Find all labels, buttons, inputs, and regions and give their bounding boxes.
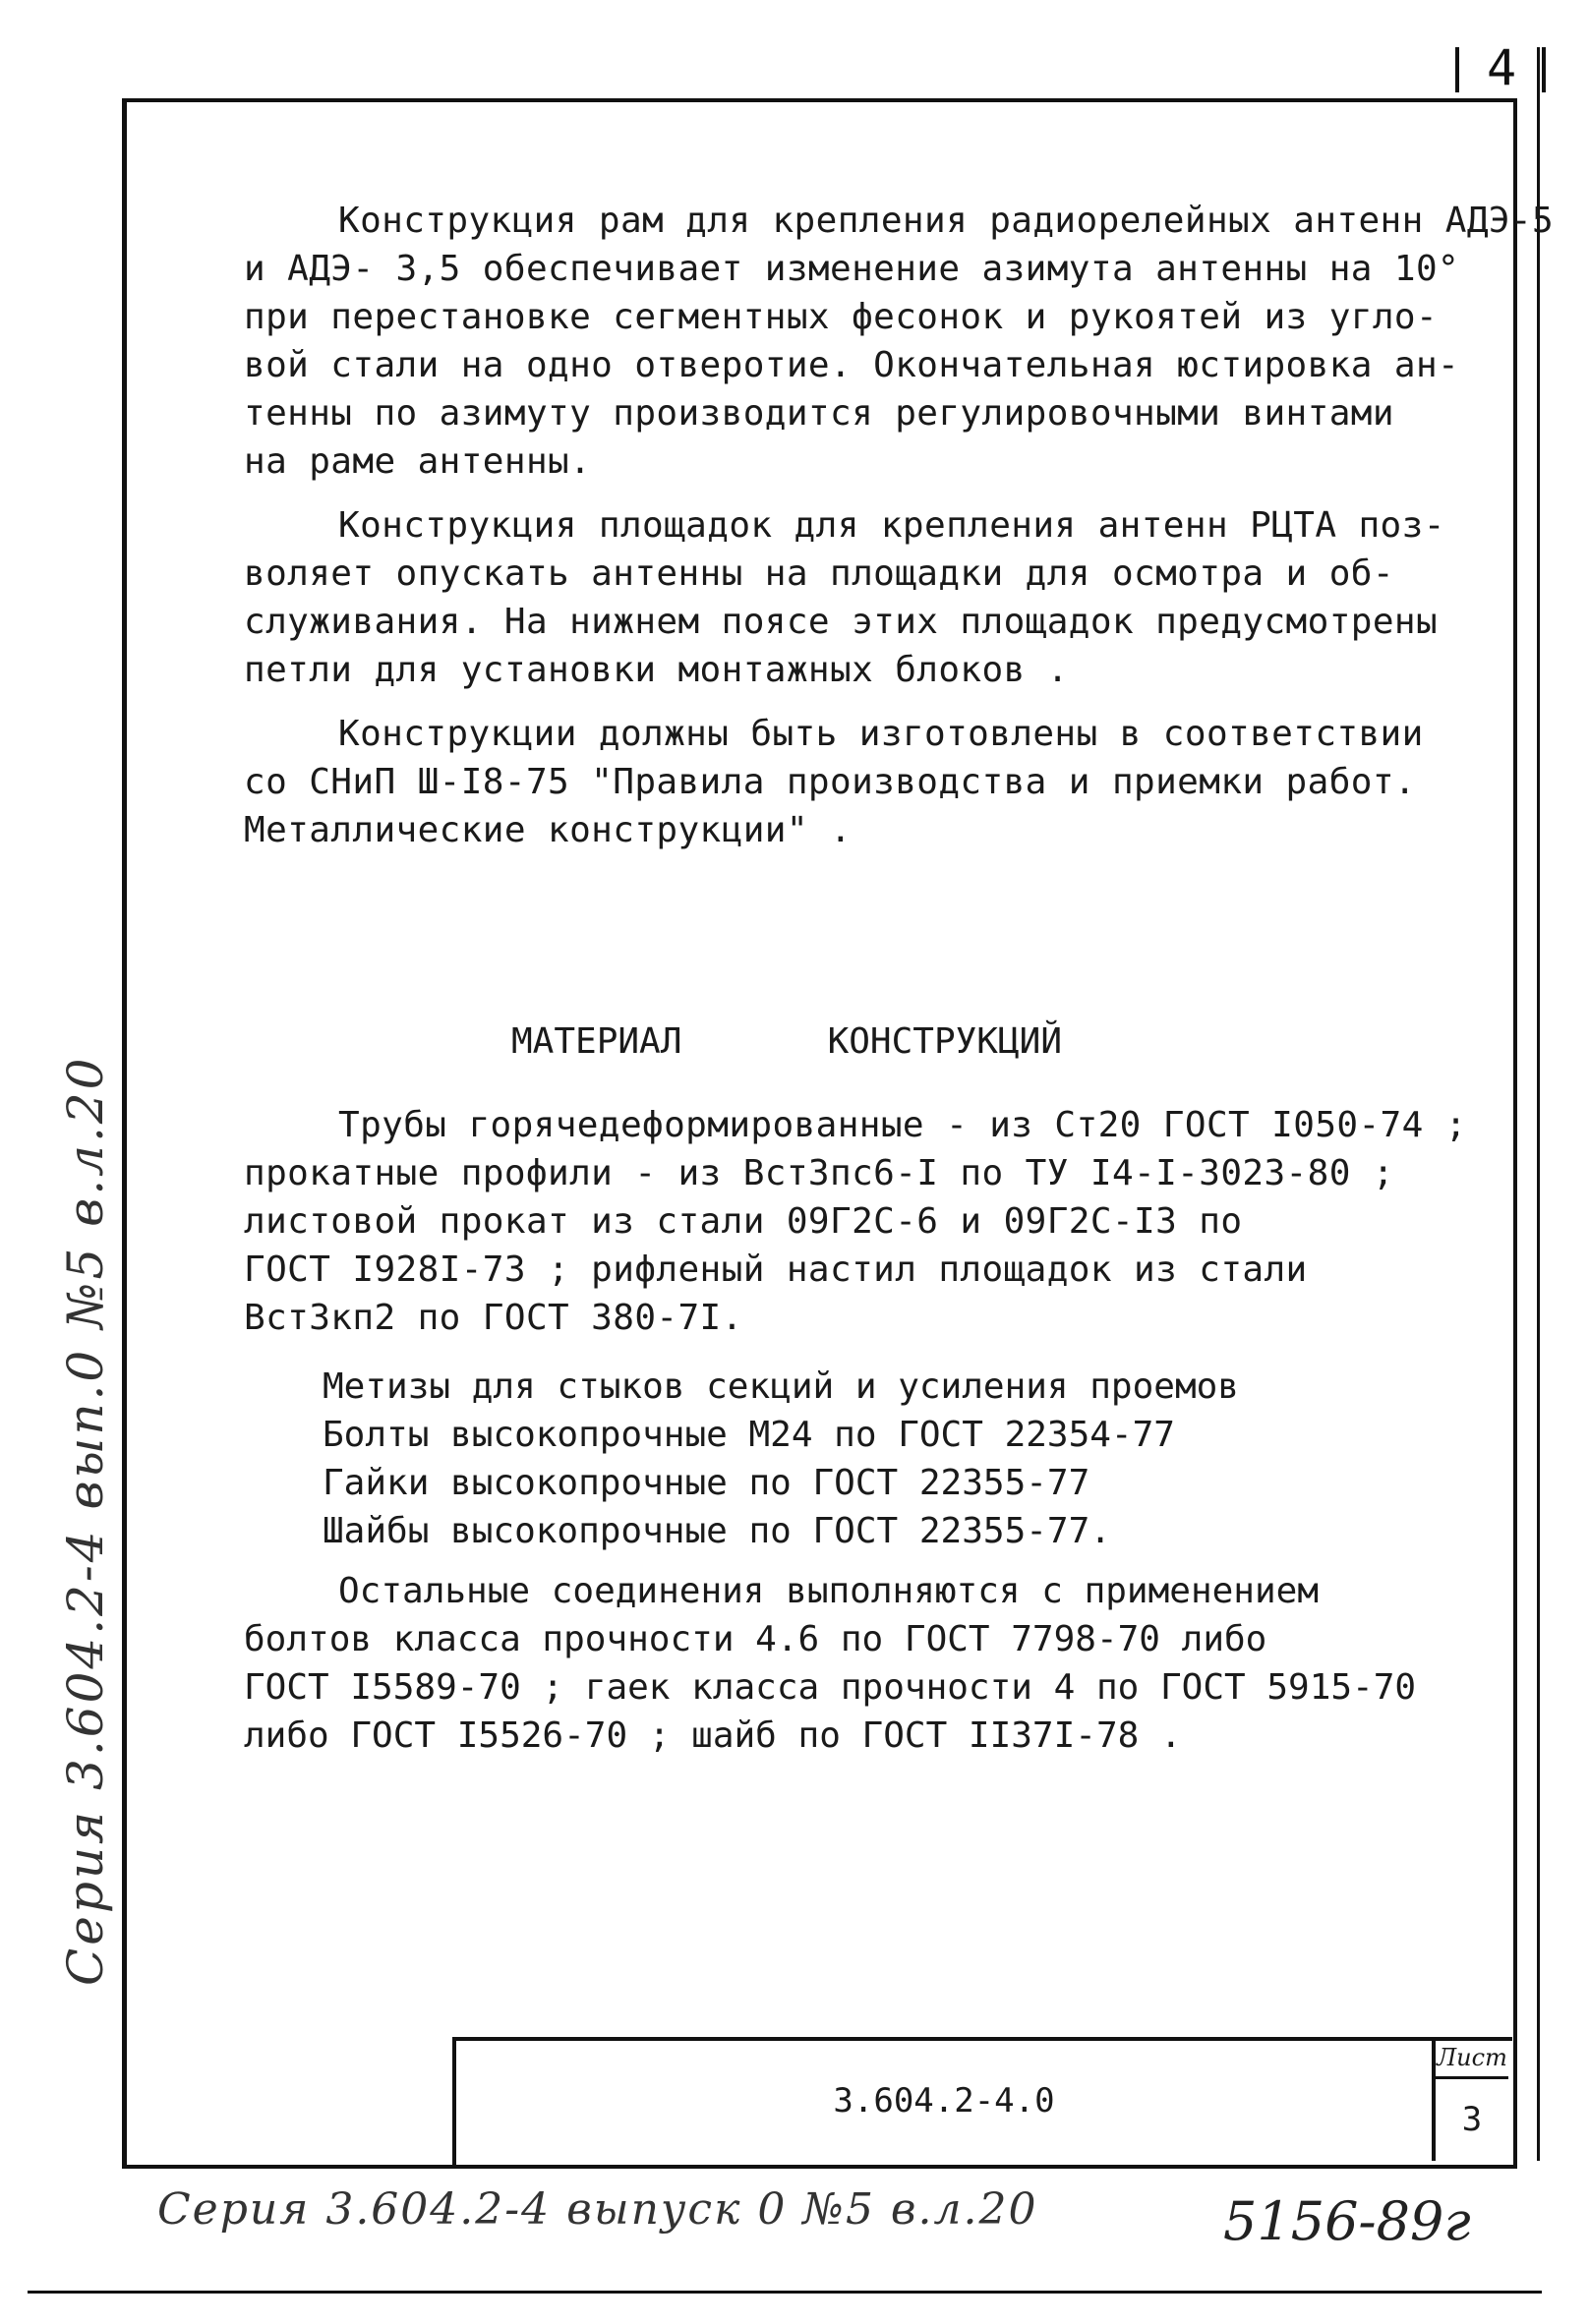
section-title-word: КОНСТРУКЦИЙ xyxy=(827,1021,1062,1062)
text-line: прокатные профили - из Вст3пс6-I по ТУ I4-I-3023-80 ; xyxy=(244,1153,1394,1193)
text-line: на раме антенны. xyxy=(244,441,592,482)
text-line: Гайки высокопрочные по ГОСТ 22355-77 xyxy=(323,1463,1090,1503)
text-line: Трубы горячедеформированные - из Ст20 ГОСТ I050-74 ; xyxy=(338,1105,1467,1145)
text-line: Остальные соединения выполняются с применением xyxy=(338,1571,1319,1611)
text-line: ГОСТ I5589-70 ; гаек класса прочности 4 по ГОСТ 5915-70 xyxy=(244,1667,1417,1708)
text-line: Конструкции должны быть изготовлены в соответствии xyxy=(338,714,1424,754)
page-number-divider-right xyxy=(1542,47,1546,92)
text-line: Шайбы высокопрочные по ГОСТ 22355-77. xyxy=(323,1511,1111,1551)
text-line: и АДЭ- 3,5 обеспечивает изменение азимута антенны на 10° xyxy=(244,249,1460,289)
document-code: 3.604.2-4.0 xyxy=(833,2081,1055,2121)
page-number: 4 xyxy=(1486,39,1517,96)
text-line: ГОСТ I928I-73 ; рифленый настил площадок из стали xyxy=(244,1249,1308,1290)
vertical-handwritten-stamp: Серия 3.604.2-4 вып.0 №5 в.л.20 xyxy=(57,1055,114,1986)
other-connections-text xyxy=(244,1567,1424,1760)
frame-outer-line xyxy=(1537,47,1540,2161)
text-line: вой стали на одно отверотие. Окончательная юстировка ан- xyxy=(244,345,1460,385)
paragraph-standards xyxy=(244,710,1493,854)
paragraph-platforms xyxy=(244,501,1493,694)
section-title-word: МАТЕРИАЛ xyxy=(511,1021,682,1062)
text-line: со СНиП Ш-I8-75 "Правила производства и приемки работ. xyxy=(244,762,1416,802)
bottom-rule xyxy=(28,2291,1542,2294)
title-block-sheet-divider xyxy=(1432,2076,1508,2079)
inventory-number: 5156-89г xyxy=(1223,2190,1471,2252)
materials-text xyxy=(244,1101,1493,1342)
bottom-handwritten-stamp: Серия 3.604.2-4 выпуск 0 №5 в.л.20 xyxy=(157,2184,1038,2235)
text-line: тенны по азимуту производится регулировочными винтами xyxy=(244,393,1394,434)
text-line: при перестановке сегментных фесонок и рукоятей из угло- xyxy=(244,297,1439,337)
text-line: Болты высокопрочные М24 по ГОСТ 22354-77 xyxy=(323,1415,1175,1455)
fasteners-list xyxy=(323,1363,1239,1555)
sheet-label: Лист xyxy=(1437,2044,1507,2071)
text-line: болтов класса прочности 4.6 по ГОСТ 7798-70 либо xyxy=(244,1619,1267,1659)
text-line: Вст3кп2 по ГОСТ 380-7I. xyxy=(244,1298,743,1338)
text-line: Конструкция рам для крепления радиорелейных антенн АДЭ-5 xyxy=(338,201,1555,241)
text-line: листовой прокат из стали 09Г2С-6 и 09Г2С-I3 по xyxy=(244,1201,1243,1242)
text-line: служивания. На нижнем поясе этих площадок предусмотрены xyxy=(244,602,1439,642)
section-title xyxy=(511,1018,1062,1066)
text-line: петли для установки монтажных блоков . xyxy=(244,650,1069,690)
text-line: либо ГОСТ I5526-70 ; шайб по ГОСТ II37I-78 . xyxy=(244,1715,1182,1756)
intro-text xyxy=(244,197,1555,870)
paragraph-frames xyxy=(244,197,1555,486)
text-line: Конструкция площадок для крепления антенн РЦТА поз- xyxy=(338,505,1445,546)
text-line: Металлические конструкции" . xyxy=(244,810,853,850)
text-line: воляет опускать антенны на площадки для осмотра и об- xyxy=(244,553,1394,594)
sheet-number: 3 xyxy=(1461,2100,1483,2139)
text-line: Метизы для стыков секций и усиления проемов xyxy=(323,1366,1239,1407)
